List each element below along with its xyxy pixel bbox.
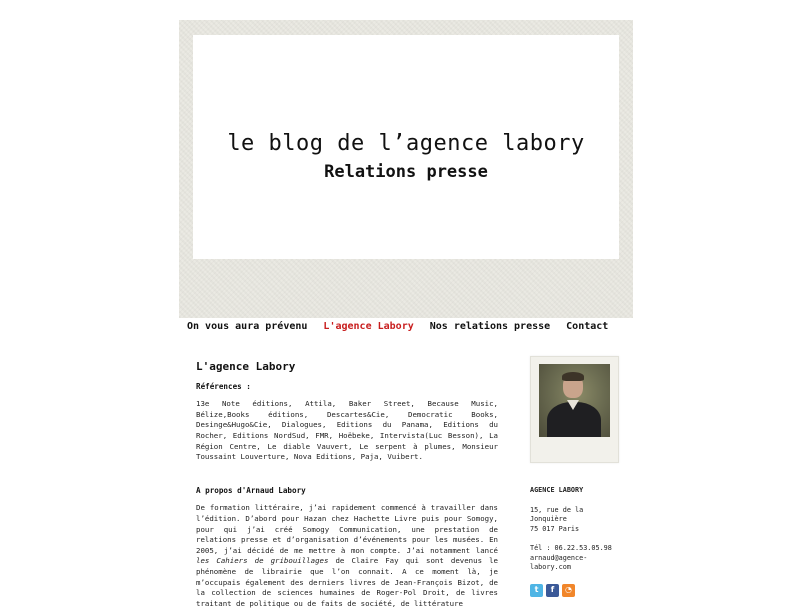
agency-address [530, 506, 622, 535]
nav-item-nos-relations-presse[interactable]: Nos relations presse [429, 321, 551, 332]
rss-icon[interactable]: ◔ [562, 584, 575, 597]
agency-contact [530, 544, 622, 573]
about-paragraph [196, 503, 498, 609]
main-content [196, 362, 498, 609]
agency-name: AGENCE LABORY [530, 486, 584, 494]
references-heading: Références : [196, 381, 251, 391]
blog-subtitle: Relations presse [324, 162, 488, 182]
nav-item-on-vous-aura-prevenu[interactable]: On vous aura prévenu [187, 321, 308, 332]
about-text-part1: De formation littéraire, j’ai rapidement commencé à travailler dans l’édition. D’abord pour Hazan chez Hachette Livre puis pour Somogy, pour qui j’ai créé Somogy Communication, une prestation de relations presse et d’organisation d’événements pour les musées. En 2005, j’ai décidé de me mettre à mon compte. J’ai notamment lancé [196, 503, 498, 555]
phone-number: Tél : 06.22.53.05.98 [530, 544, 612, 552]
photo-hair [562, 372, 584, 381]
about-heading: A propos d'Arnaud Labory [196, 485, 306, 495]
about-italic-title: les Cahiers de gribouillages [196, 556, 329, 566]
email-line-1[interactable]: arnaud@agence- [530, 553, 588, 562]
nav-item-agence-labory[interactable]: L'agence Labory [323, 321, 414, 332]
address-line-1: 15, rue de la [530, 505, 584, 514]
about-text-part2: de Claire Fay qui sont devenus le phénomène de librairie que l’on connait. A ce moment là, je m’occupais également des derniers livres de Jean-François Bizot, de la collection de sciences humaines de Roger-Pol Droit, de livres traitant de politique ou de faits de société, de littérature [196, 556, 498, 608]
twitter-icon[interactable]: t [530, 584, 543, 597]
blog-title[interactable]: le blog de l’agence labory [227, 131, 585, 156]
sidebar [530, 356, 622, 597]
page-title: L'agence Labory [196, 360, 296, 373]
profile-polaroid [530, 356, 619, 463]
address-line-3: 75 017 Paris [530, 524, 580, 533]
header-card [193, 35, 619, 259]
main-nav [187, 321, 608, 332]
social-links [530, 584, 622, 597]
references-text: 13e Note éditions, Attila, Baker Street, Because Music, Bélize,Books éditions, Descartes&Cie, Democratic Books, Desinge&Hugo&Cie, Dialogues, Editions du Panama, Editions du Rocher, Editions NordSud, FMR, Hoëbeke, Intervista(Luc Besson), La Région Centre, Le diable Vauvert, Le serpent à plumes, Monsieur Toussaint Louverture, Nova Editions, Paja, Vuibert. [196, 399, 498, 462]
nav-item-contact[interactable]: Contact [566, 321, 609, 332]
profile-photo [539, 364, 610, 437]
email-line-2[interactable]: labory.com [530, 563, 571, 571]
header-banner [179, 20, 633, 318]
address-line-2: Jonquière [530, 515, 567, 523]
facebook-icon[interactable]: f [546, 584, 559, 597]
